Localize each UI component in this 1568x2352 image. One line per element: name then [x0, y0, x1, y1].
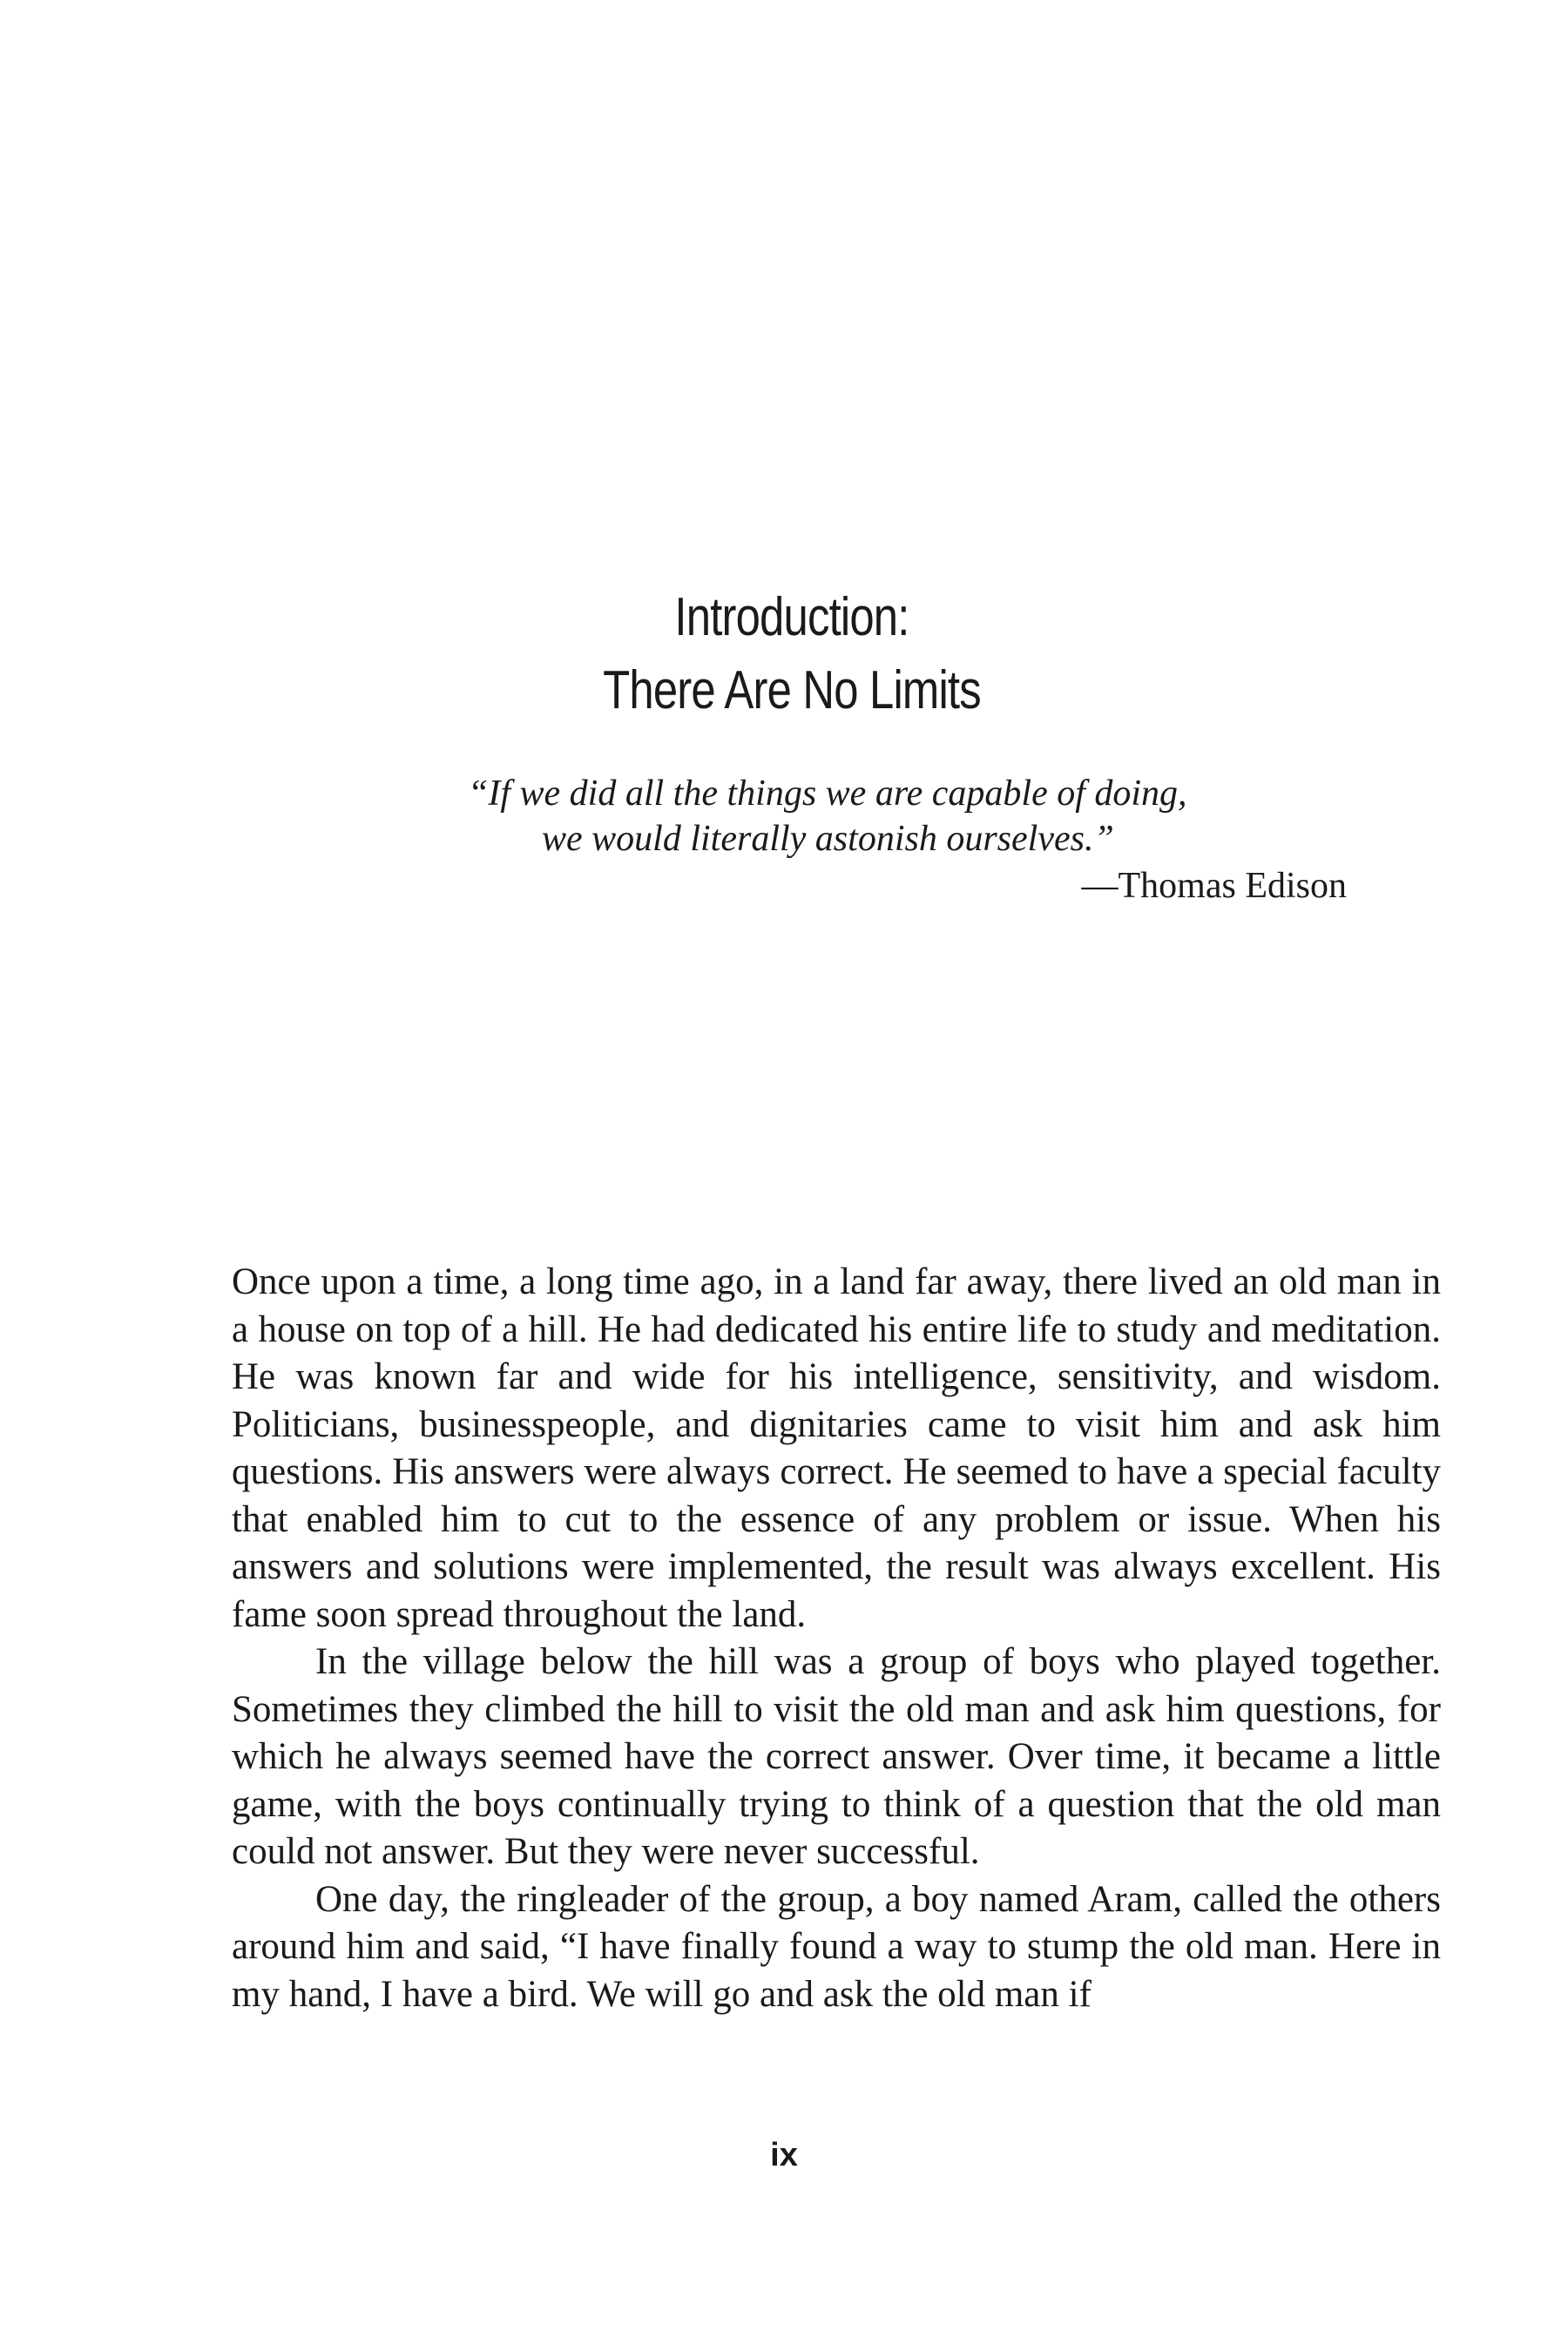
paragraph: One day, the ringleader of the group, a boy named Aram, called the others around him and said, “I have finally found a way to stump the old man. Here in my hand, I have a bird. We will go and ask the old man if — [232, 1878, 1441, 2015]
paragraph: Once upon a time, a long time ago, in a land far away, there lived an old man in a house on top of a hill. He had dedicated his entire life to study and meditation. He was known far and wide for his intelligence, sensitivity, and wisdom. Politicians, businesspeople, and dignitaries came to visit him and ask him questions. His answers were always correct. He seemed to have a special faculty that enabled him to cut to the essence of any problem or issue. When his answers and solutions were implemented, the result was always excellent. His fame soon spread throughout the land. — [232, 1261, 1441, 1635]
chapter-title-line-1: Introduction: — [674, 586, 909, 647]
paragraph: In the village below the hill was a group of boys who played together. Sometimes they climbed the hill to visit the old man and ask him questions, for which he always seemed have the correct answer. Over time, it became a little game, with the boys continually trying to think of a question that the old man could not answer. But they were never successful. — [232, 1641, 1441, 1872]
page-number: ix — [770, 2137, 798, 2173]
chapter-title-line-2: There Are No Limits — [603, 659, 981, 720]
epigraph-quote-line-2: we would literally astonish ourselves.” — [542, 819, 1114, 859]
epigraph-attribution: —Thomas Edison — [1081, 866, 1347, 906]
epigraph-quote-line-1: “If we did all the things we are capable of doing, — [468, 774, 1187, 814]
body-text — [232, 1259, 1441, 2018]
chapter-title — [149, 581, 1435, 727]
